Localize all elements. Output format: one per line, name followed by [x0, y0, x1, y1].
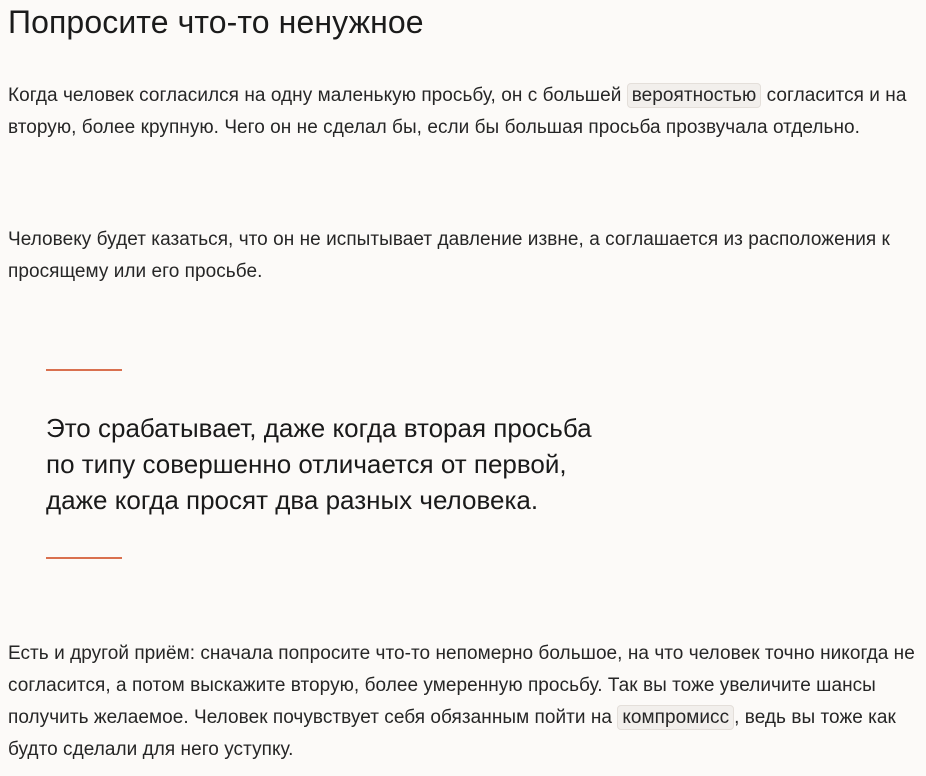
- quote-line-3: даже когда просят два разных человека.: [46, 485, 539, 515]
- term-link-compromise[interactable]: компромисс: [617, 705, 734, 730]
- article-title: Попросите что-то ненужное: [8, 4, 424, 40]
- quote-top-rule: [46, 369, 122, 371]
- paragraph-3-text-start: Есть и другой приём: сначала попросите что-то непомерно большое, на что человек точно никогда не согласится, а потом выскажите вторую, более умеренную просьбу. Так вы тоже увеличите шансы получить желаемое. Человек почувствует себя обязанным пойти на: [8, 643, 915, 728]
- term-link-probability[interactable]: вероятностью: [627, 83, 762, 108]
- paragraph-2: Человеку будет казаться, что он не испытывает давление извне, а соглашается из расположения к просящему или его просьбе.: [8, 229, 890, 282]
- paragraph-3: [8, 638, 926, 766]
- quote-bottom-rule: [46, 557, 122, 559]
- paragraph-1-text-end: согласится и на вторую, более крупную. Чего он не сделал бы, если бы большая просьба прозвучала отдельно.: [8, 85, 907, 138]
- quote-line-1: Это срабатывает, даже когда вторая просьба: [46, 413, 592, 443]
- paragraph-1: [8, 80, 920, 144]
- pull-quote: [46, 410, 746, 518]
- paragraph-3-text-end: , ведь вы тоже как будто сделали для него уступку.: [8, 707, 896, 760]
- quote-line-2: по типу совершенно отличается от первой,: [46, 449, 567, 479]
- paragraph-1-text-start: Когда человек согласился на одну маленькую просьбу, он с большей: [8, 85, 627, 106]
